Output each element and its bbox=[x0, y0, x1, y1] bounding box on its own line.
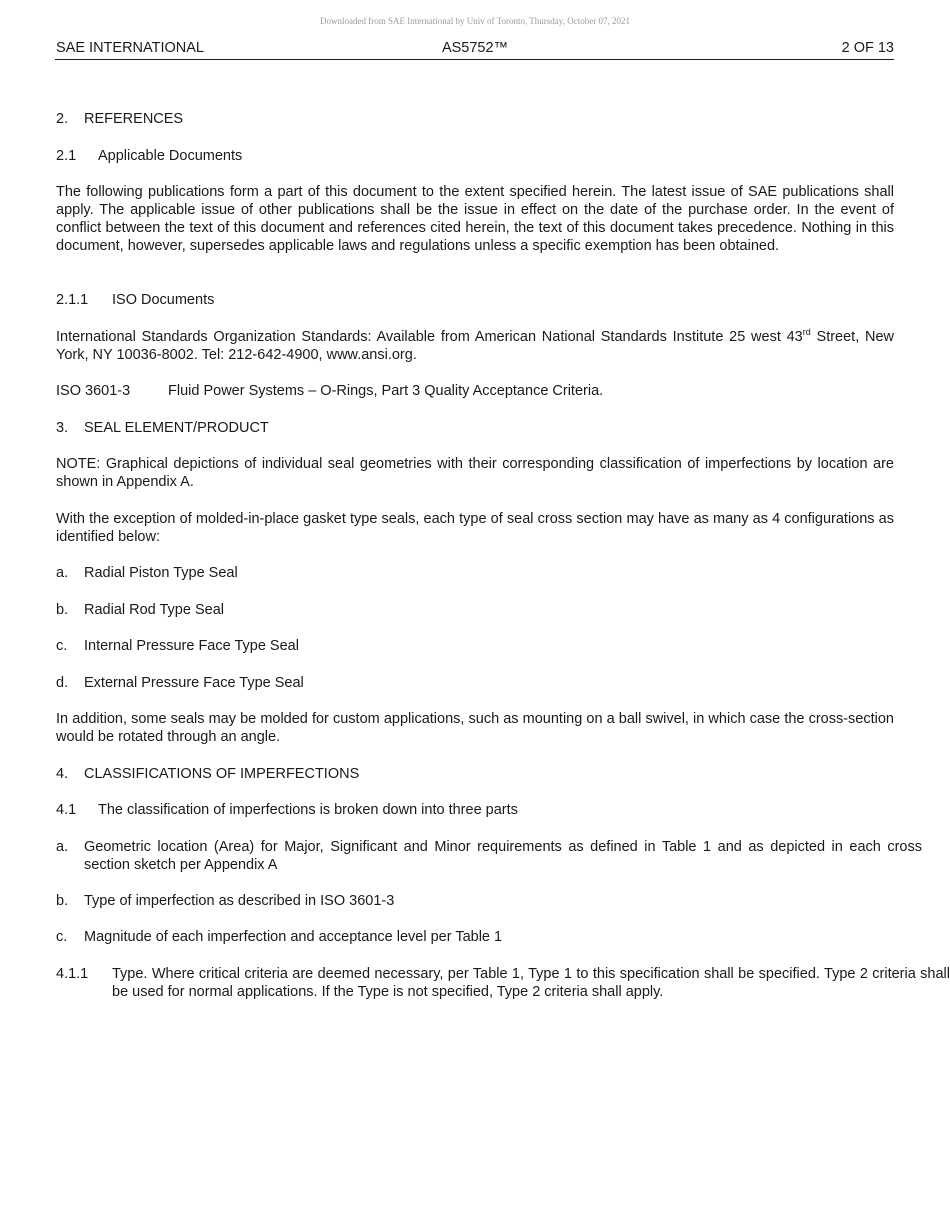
list-item bbox=[56, 637, 922, 655]
section-2-1-heading bbox=[56, 147, 936, 165]
iso-source-paragraph bbox=[56, 328, 894, 364]
list-item bbox=[56, 928, 922, 946]
note-paragraph: NOTE: Graphical depictions of individual seal geometries with their corresponding classification of imperfections by location are shown in Appendix A. bbox=[56, 456, 894, 490]
section-title: CLASSIFICATIONS OF IMPERFECTIONS bbox=[84, 766, 360, 782]
section-title: REFERENCES bbox=[84, 111, 184, 127]
list-letter: a. bbox=[56, 839, 69, 855]
section-title: Applicable Documents bbox=[98, 148, 243, 164]
section-number: 4.1.1 bbox=[56, 966, 89, 982]
list-item bbox=[56, 674, 922, 692]
list-text: External Pressure Face Type Seal bbox=[84, 675, 304, 691]
section-number: 2.1.1 bbox=[56, 292, 89, 308]
configurations-paragraph: With the exception of molded-in-place gasket type seals, each type of seal cross section may have as many as 4 configurations as identified below: bbox=[56, 511, 894, 545]
custom-applications-paragraph: In addition, some seals may be molded for custom applications, such as mounting on a ball swivel, in which case the cross-section would be rotated through an angle. bbox=[56, 711, 894, 745]
section-number: 3. bbox=[56, 420, 69, 436]
list-item bbox=[56, 601, 922, 619]
list-letter: c. bbox=[56, 929, 68, 945]
section-3-heading bbox=[56, 419, 922, 437]
list-text: Internal Pressure Face Type Seal bbox=[84, 638, 299, 654]
header-document-id: AS5752™ bbox=[441, 40, 509, 56]
section-title: SEAL ELEMENT/PRODUCT bbox=[84, 420, 269, 436]
section-title: ISO Documents bbox=[112, 292, 215, 308]
list-letter: b. bbox=[56, 893, 69, 909]
iso-source-text-a: International Standards Organization Standards: Available from American National Standards Institute 25 west 43 bbox=[56, 329, 803, 345]
section-2-heading bbox=[56, 110, 922, 128]
iso-reference-id: ISO 3601-3 bbox=[56, 383, 131, 399]
list-item bbox=[56, 564, 922, 582]
list-text: Radial Rod Type Seal bbox=[84, 602, 224, 618]
section-2-1-1-heading bbox=[56, 291, 950, 309]
section-4-heading bbox=[56, 765, 922, 783]
section-4-1-1-paragraph bbox=[56, 965, 950, 1001]
list-letter: d. bbox=[56, 675, 69, 691]
section-title: The classification of imperfections is broken down into three parts bbox=[98, 802, 518, 818]
iso-reference-entry bbox=[56, 382, 950, 400]
section-text: Type. Where critical criteria are deemed necessary, per Table 1, Type 1 to this specification shall be specified. Type 2 criteria shall be used for normal applications. If the Type is not specified, Type 2 criteria shall apply. bbox=[112, 966, 950, 1000]
list-letter: a. bbox=[56, 565, 69, 581]
header-page-number: 2 OF 13 bbox=[841, 40, 894, 56]
header-divider bbox=[55, 59, 894, 60]
list-text: Radial Piston Type Seal bbox=[84, 565, 238, 581]
section-number: 2. bbox=[56, 111, 69, 127]
list-letter: c. bbox=[56, 638, 68, 654]
list-text: Type of imperfection as described in ISO 3601-3 bbox=[84, 893, 395, 909]
applicable-documents-paragraph: The following publications form a part of this document to the extent specified herein. The latest issue of SAE publications shall apply. The applicable issue of other publications shall be the issue in effect on the date of the purchase order. In the event of conflict between the text of this document and references cited herein, the text of this document takes precedence. Nothing in this document, however, supersedes applicable laws and regulations unless a specific exemption has been obtained. bbox=[56, 184, 894, 254]
iso-reference-title: Fluid Power Systems – O-Rings, Part 3 Quality Acceptance Criteria. bbox=[168, 383, 604, 399]
section-number: 4.1 bbox=[56, 802, 77, 818]
list-item bbox=[56, 838, 922, 874]
ordinal-suffix: rd bbox=[802, 327, 811, 337]
section-4-1-heading bbox=[56, 801, 936, 819]
list-text: Magnitude of each imperfection and acceptance level per Table 1 bbox=[84, 929, 503, 945]
list-item bbox=[56, 892, 922, 910]
section-number: 4. bbox=[56, 766, 69, 782]
list-text: Geometric location (Area) for Major, Significant and Minor requirements as defined in Table 1 and as depicted in each cross section sketch per Appendix A bbox=[84, 839, 922, 873]
iso-source-text-b: Street, New York, NY 10036-8002. Tel: 212-642-4900, www.ansi.org. bbox=[56, 329, 895, 363]
header-organization: SAE INTERNATIONAL bbox=[56, 40, 204, 56]
download-banner: Downloaded from SAE International by Univ of Toronto, Thursday, October 07, 2021 bbox=[320, 16, 630, 26]
section-number: 2.1 bbox=[56, 148, 77, 164]
list-letter: b. bbox=[56, 602, 69, 618]
